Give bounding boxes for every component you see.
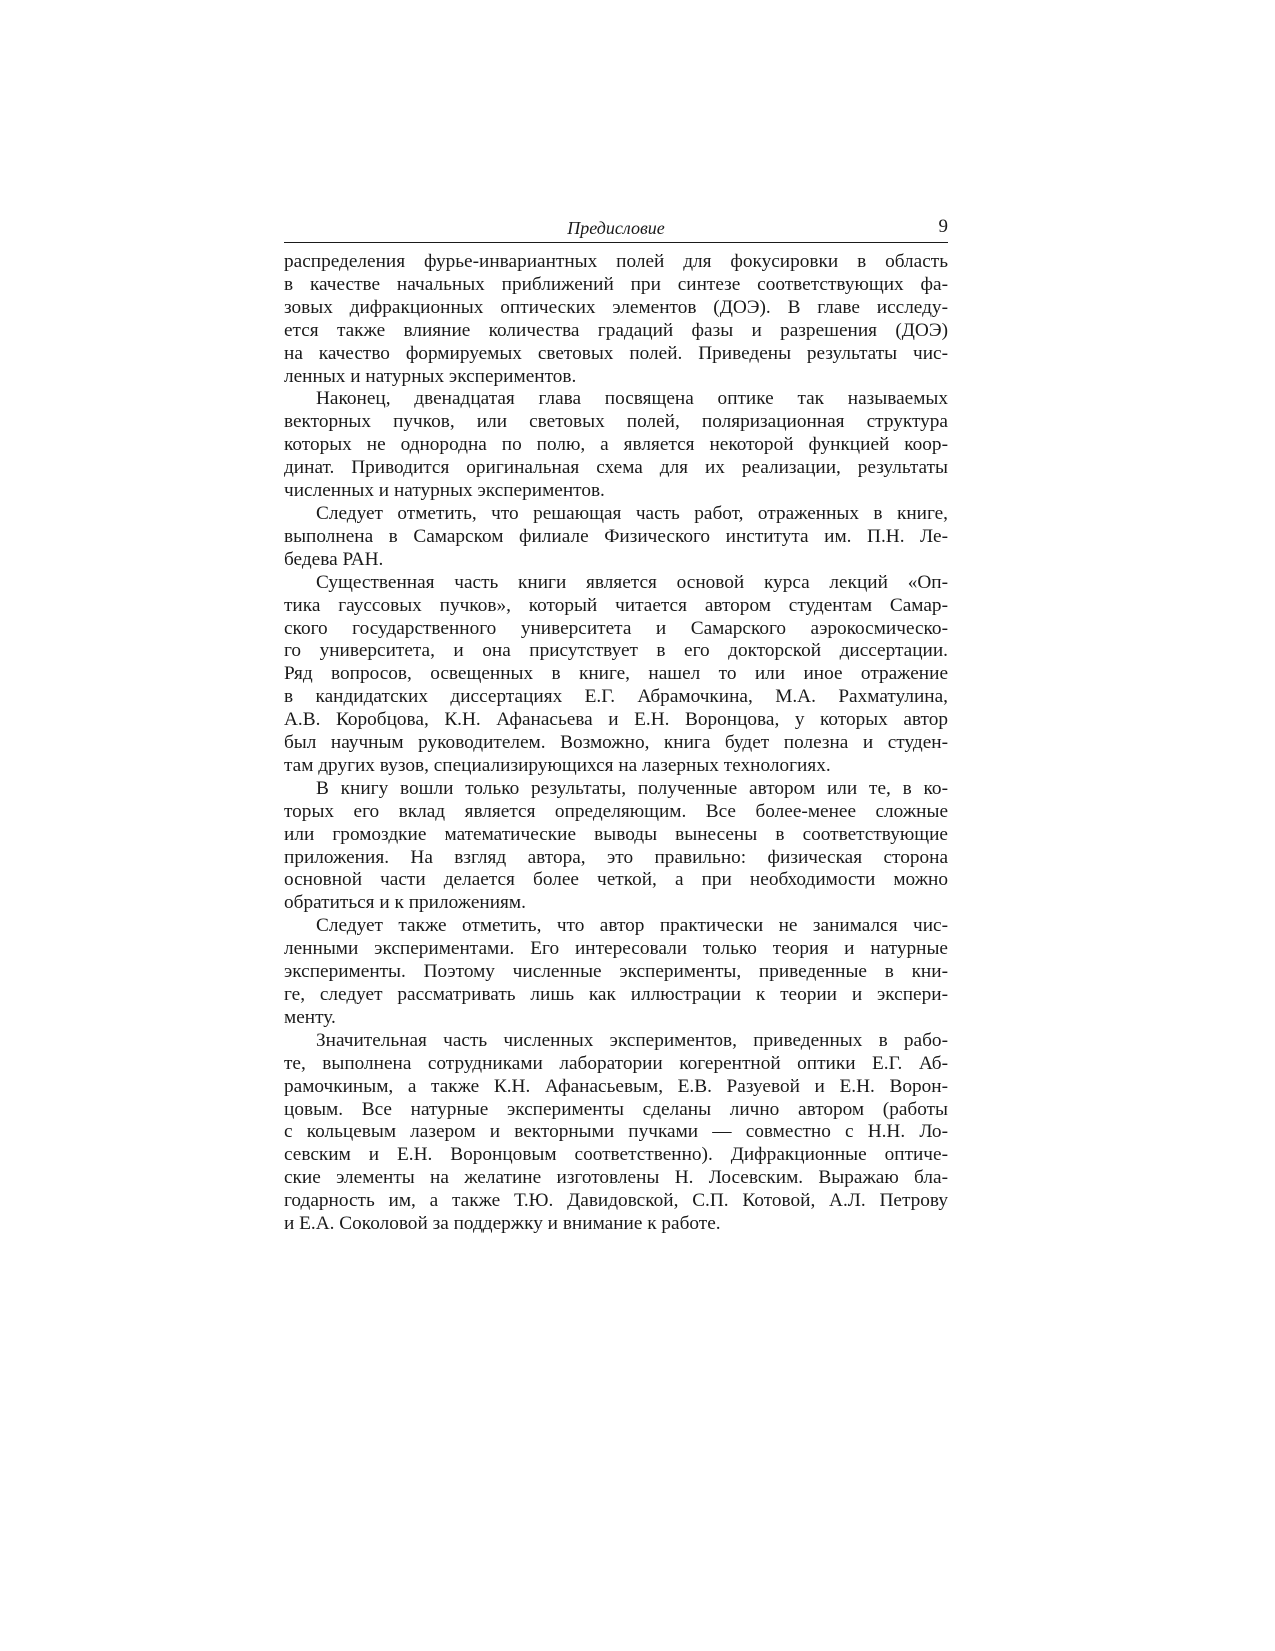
text-line: тика гауссовых пучков», который читается автором студентам Самар- (284, 594, 948, 616)
page-number: 9 (938, 216, 948, 237)
text-line: Ряд вопросов, освещенных в книге, нашел то или иное отражение (284, 663, 948, 685)
text-line: Существенная часть книги является основой курса лекций «Оп- (316, 571, 948, 593)
text-line: и Е.А. Соколовой за поддержку и внимание к работе. (284, 1213, 721, 1235)
text-line: ские элементы на желатине изготовлены Н. Лосевским. Выражаю бла- (284, 1167, 948, 1189)
text-line: обратиться и к приложениям. (284, 892, 526, 914)
text-line: А.В. Коробцова, К.Н. Афанасьева и Е.Н. Воронцова, у которых автор (284, 709, 948, 731)
text-line: Следует также отметить, что автор практически не занимался чис- (316, 915, 948, 937)
text-line: те, выполнена сотрудниками лаборатории когерентной оптики Е.Г. Аб- (284, 1052, 948, 1074)
text-line: менту. (284, 1006, 336, 1028)
paragraph (284, 251, 948, 388)
text-line: севским и Е.Н. Воронцовым соответственно). Дифракционные оптиче- (284, 1144, 948, 1166)
text-line: в качестве начальных приближений при синтезе соответствующих фа- (284, 273, 948, 295)
text-line: ленными экспериментами. Его интересовали только теория и натурные (284, 938, 948, 960)
paragraph (284, 915, 948, 1030)
text-line: Следует отметить, что решающая часть работ, отраженных в книге, (316, 502, 948, 524)
text-line: эксперименты. Поэтому численные эксперименты, приведенные в кни- (284, 961, 948, 983)
paragraph (284, 503, 948, 572)
text-line: на качество формируемых световых полей. Приведены результаты чис- (284, 342, 948, 364)
text-line: ется также влияние количества градаций фазы и разрешения (ДОЭ) (284, 319, 948, 341)
text-line: Значительная часть численных экспериментов, приведенных в рабо- (316, 1029, 948, 1051)
text-line: ге, следует рассматривать лишь как иллюстрации к теории и экспери- (284, 984, 948, 1005)
running-header (284, 216, 948, 243)
body-text (284, 251, 948, 1236)
text-line: В книгу вошли только результаты, полученные автором или те, в ко- (316, 777, 948, 799)
text-line: основной части делается более четкой, а при необходимости можно (284, 869, 948, 891)
text-line: или громоздкие математические выводы вынесены в соответствующие (284, 823, 948, 845)
text-line: был научным руководителем. Возможно, книга будет полезна и студен- (284, 732, 948, 754)
text-line: численных и натурных экспериментов. (284, 480, 605, 502)
text-line: рамочкиным, а также К.Н. Афанасьевым, Е.В. Разуевой и Е.Н. Ворон- (284, 1075, 948, 1097)
text-line: в кандидатских диссертациях Е.Г. Абрамочкина, М.А. Рахматулина, (284, 686, 948, 708)
paragraph (284, 1030, 948, 1236)
text-line: го университета, и она присутствует в его докторской диссертации. (284, 640, 948, 662)
text-line: которых не однородна по полю, а является некоторой функцией коор- (284, 434, 948, 456)
paragraph (284, 388, 948, 503)
text-line: приложения. На взгляд автора, это правильно: физическая сторона (284, 846, 948, 868)
paragraph (284, 572, 948, 778)
text-line: с кольцевым лазером и векторными пучками — совместно с Н.Н. Ло- (284, 1121, 948, 1143)
text-line: там других вузов, специализирующихся на лазерных технологиях. (284, 754, 831, 776)
book-page (284, 216, 948, 1236)
text-line: динат. Приводится оригинальная схема для их реализации, результаты (284, 457, 948, 479)
running-title: Предисловие (567, 218, 665, 238)
text-line: цовым. Все натурные эксперименты сделаны лично автором (работы (284, 1098, 948, 1120)
text-line: торых его вклад является определяющим. Все более-менее сложные (284, 800, 948, 822)
text-line: бедева РАН. (284, 548, 384, 570)
paragraph (284, 778, 948, 915)
text-line: годарность им, а также Т.Ю. Давидовской, С.П. Котовой, А.Л. Петрову (284, 1190, 948, 1212)
text-line: зовых дифракционных оптических элементов (ДОЭ). В главе исследу- (284, 296, 948, 318)
text-line: выполнена в Самарском филиале Физического института им. П.Н. Ле- (284, 525, 948, 547)
text-line: распределения фурье-инвариантных полей для фокусировки в область (284, 251, 948, 272)
text-line: Наконец, двенадцатая глава посвящена оптике так называемых (316, 388, 948, 410)
text-line: ленных и натурных экспериментов. (284, 365, 577, 387)
text-line: векторных пучков, или световых полей, поляризационная структура (284, 411, 948, 433)
text-line: ского государственного университета и Самарского аэрокосмическо- (284, 617, 948, 639)
